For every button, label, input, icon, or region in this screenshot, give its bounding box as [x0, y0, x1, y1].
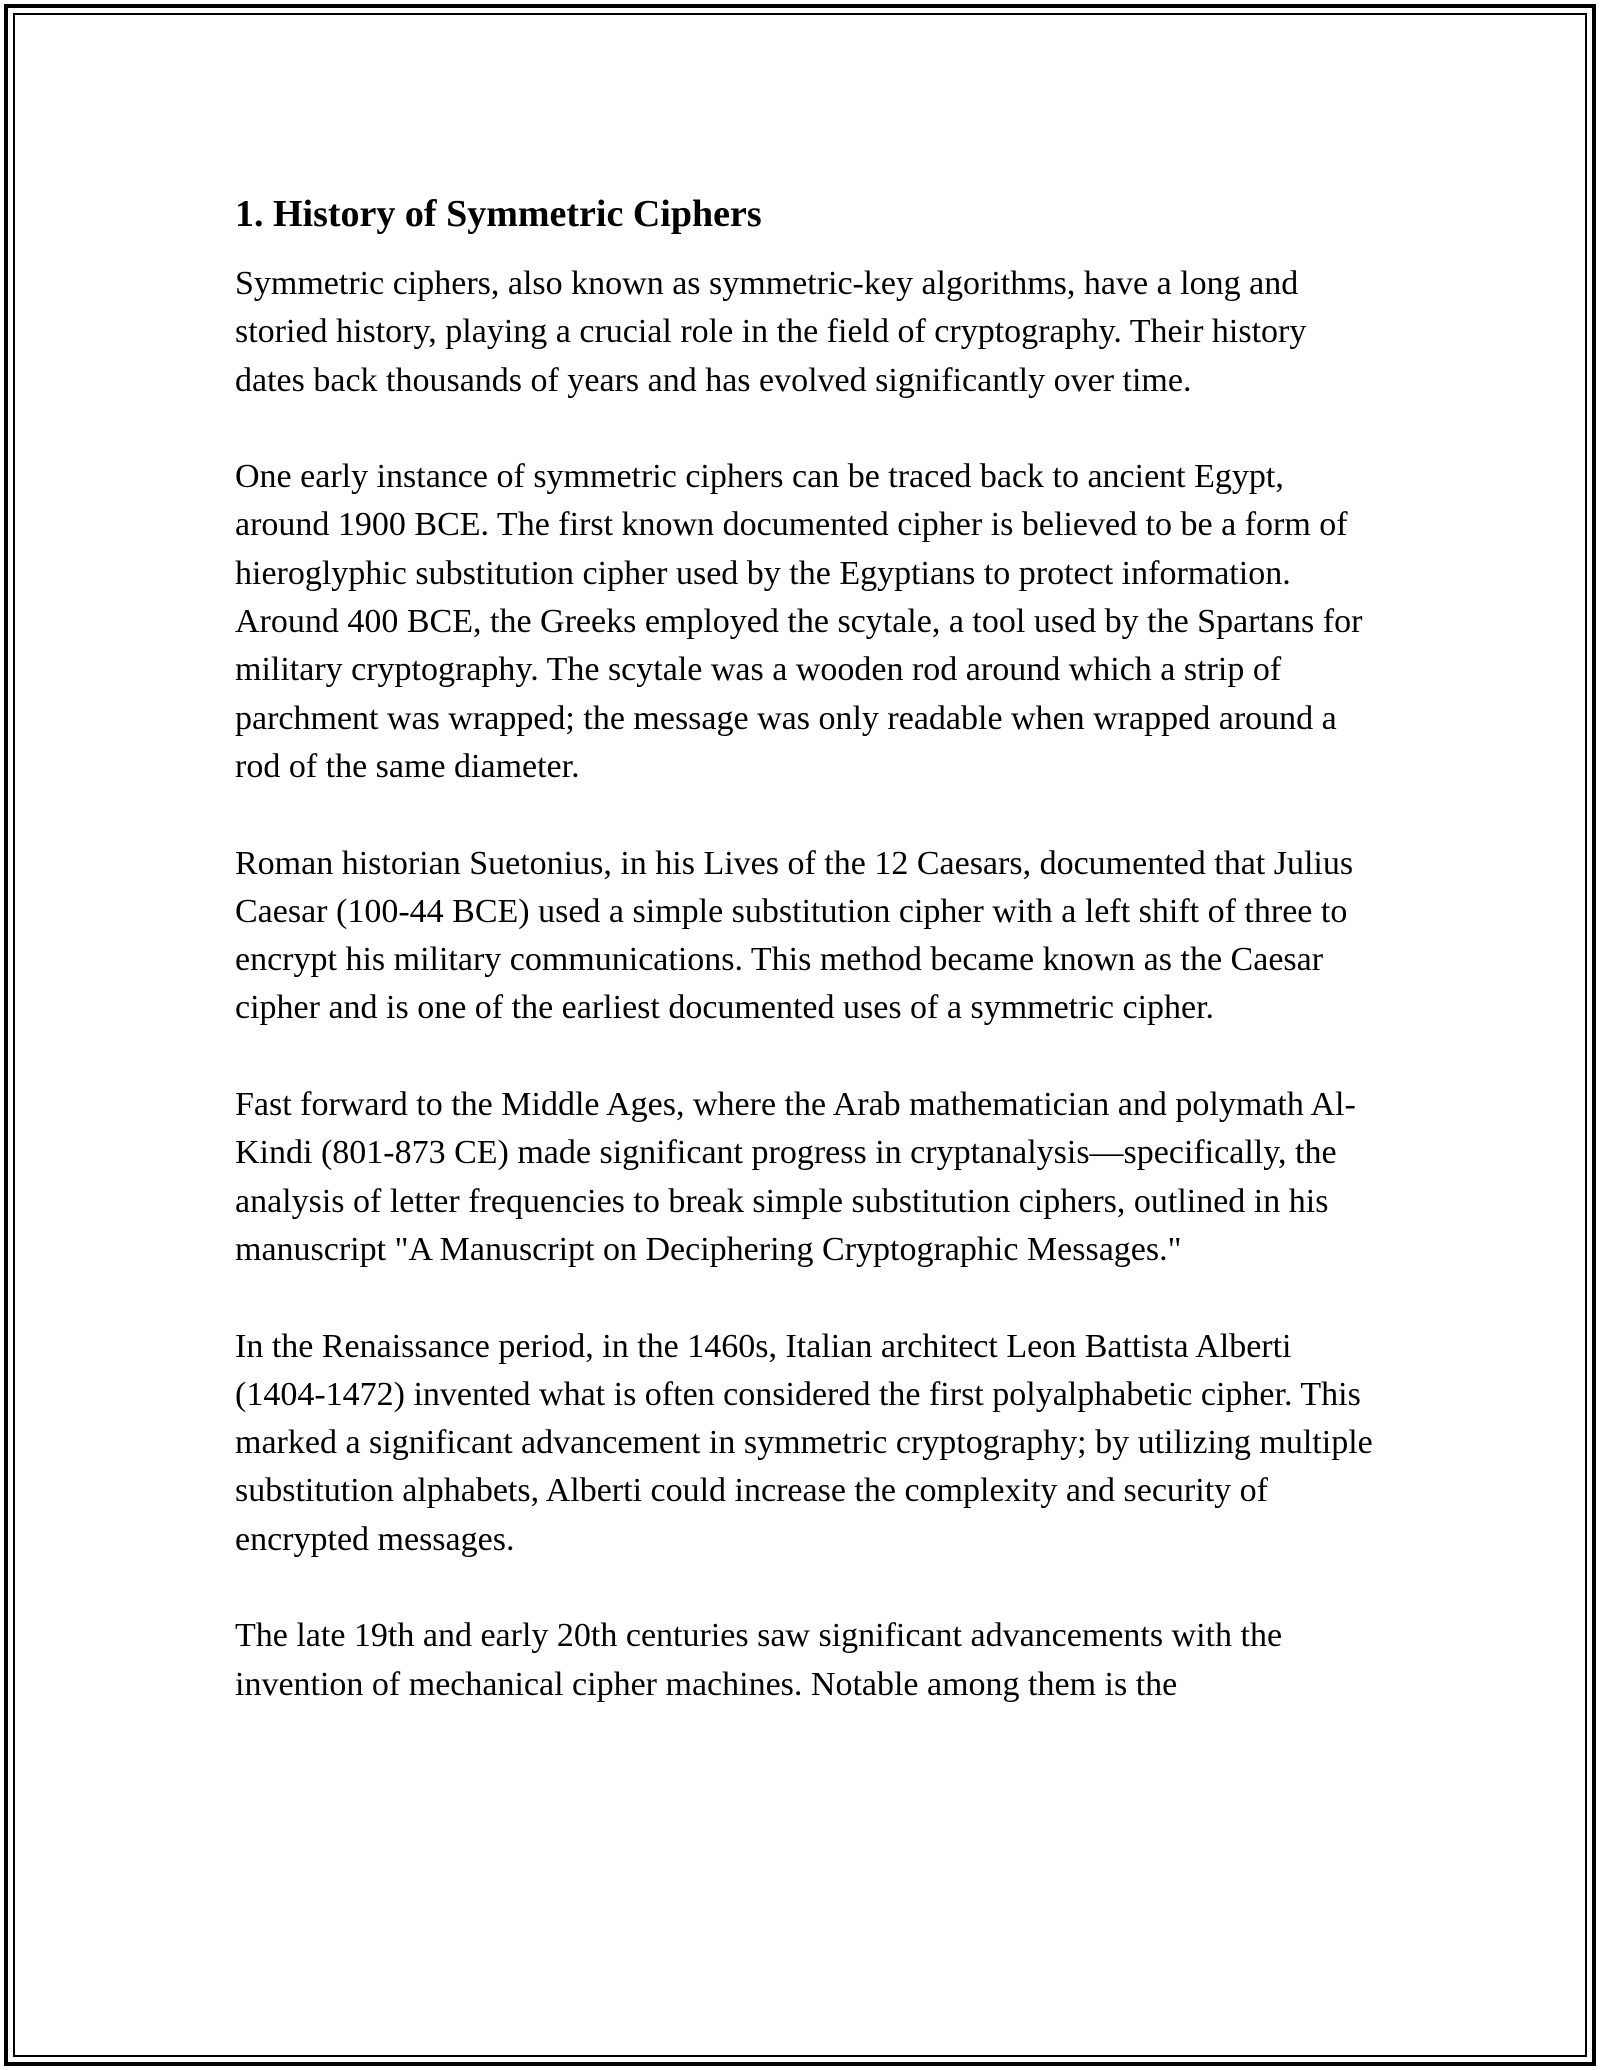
paragraph-cipher-machines: The late 19th and early 20th centuries saw significant advancements with the invention of mechanical cipher machines. Notable among them is the	[235, 1617, 1283, 1703]
paragraph-ancient-egypt-greece: One early instance of symmetric ciphers can be traced back to ancient Egypt, around 1900 BCE. The first known documented cipher is believed to be a form of hieroglyphic substitution cipher used by the Egyptians to protect information. Around 400 BCE, the Greeks employed the scytale, a tool used by the Spartans for military cryptography. The scytale was a wooden rod around which a strip of parchment was wrapped; the message was only readable when wrapped around a rod of the same diameter.	[235, 458, 1363, 785]
paragraph-al-kindi: Fast forward to the Middle Ages, where the Arab mathematician and polymath Al-Kindi (801-873 CE) made significant progress in cryptanalysis—specifically, the analysis of letter frequencies to break simple substitution ciphers, outlined in his manuscript "A Manuscript on Deciphering Cryptographic Messages."	[235, 1086, 1356, 1268]
paragraph-alberti: In the Renaissance period, in the 1460s, Italian architect Leon Battista Alberti (1404-1472) invented what is often considered the first polyalphabetic cipher. This marked a significant advancement in symmetric cryptography; by utilizing multiple substitution alphabets, Alberti could increase the complexity and security of encrypted messages.	[235, 1327, 1373, 1558]
paragraph-intro: Symmetric ciphers, also known as symmetric-key algorithms, have a long and storied history, playing a crucial role in the field of cryptography. Their history dates back thousands of years and has evolved significantly over time.	[235, 265, 1307, 399]
paragraph-caesar-cipher: Roman historian Suetonius, in his Lives of the 12 Caesars, documented that Julius Caesar (100-44 BCE) used a simple substitution cipher with a left shift of three to encrypt his military communications. This method became known as the Caesar cipher and is one of the earliest documented uses of a symmetric cipher.	[235, 844, 1354, 1027]
document-body	[235, 188, 1380, 1757]
section-heading: 1. History of Symmetric Ciphers	[235, 193, 762, 235]
